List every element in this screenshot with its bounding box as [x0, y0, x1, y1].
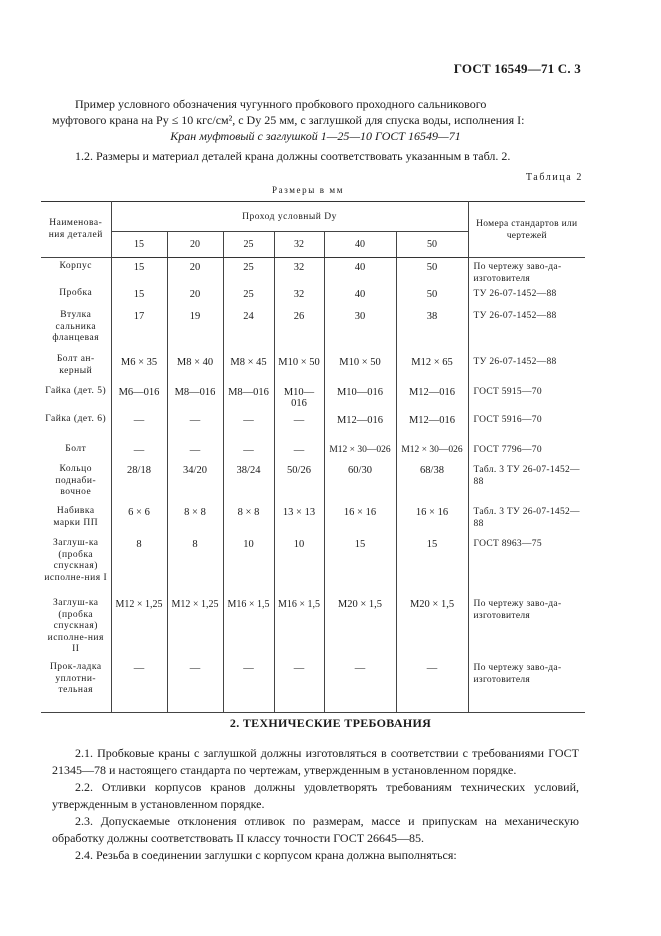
- cell-value: 8 × 8: [223, 503, 274, 535]
- cell-value: 17: [111, 307, 167, 346]
- table-caption: Таблица 2: [525, 172, 583, 183]
- cell-value: 6 × 6: [111, 503, 167, 535]
- standard-ref: ТУ 26-07-1452—88: [468, 307, 585, 346]
- clause-2-2: 2.2. Отливки корпусов кранов должны удовлетворять требованиям технических условий, утвержденным в установленном порядке.: [52, 780, 579, 811]
- table-row: [41, 535, 585, 595]
- cell-value: —: [111, 441, 167, 461]
- cell-value: —: [167, 411, 223, 441]
- cell-value: М12 × 1,25: [167, 595, 223, 659]
- part-name: Прок-ладка уплотни-тельная: [41, 659, 111, 712]
- cell-value: 20: [167, 258, 223, 286]
- standard-ref: Табл. 3 ТУ 26-07-1452—88: [468, 461, 585, 503]
- cell-value: 15: [324, 535, 396, 595]
- cell-value: 50/26: [274, 461, 324, 503]
- cell-value: М8 × 45: [223, 346, 274, 383]
- cell-value: М12—016: [324, 411, 396, 441]
- table-row: [41, 659, 585, 712]
- cell-value: М12 × 65: [396, 346, 468, 383]
- table-row: [41, 411, 585, 441]
- cell-value: 32: [274, 258, 324, 286]
- cell-value: 34/20: [167, 461, 223, 503]
- cell-value: 38: [396, 307, 468, 346]
- part-name: Болт: [41, 441, 111, 461]
- cell-value: 15: [111, 285, 167, 307]
- cell-value: —: [111, 411, 167, 441]
- cell-value: 8: [167, 535, 223, 595]
- part-name: Набивка марки ПП: [41, 503, 111, 535]
- cell-value: М10 × 50: [324, 346, 396, 383]
- cell-value: 16 × 16: [396, 503, 468, 535]
- cell-value: 16 × 16: [324, 503, 396, 535]
- table-row: [41, 307, 585, 346]
- header-diameter: 40: [324, 232, 396, 258]
- cell-value: М20 × 1,5: [324, 595, 396, 659]
- table-units: Размеры в мм: [272, 185, 345, 195]
- cell-value: М20 × 1,5: [396, 595, 468, 659]
- clause-2-4: 2.4. Резьба в соединении заглушки с корпусом крана должна выполняться:: [75, 848, 457, 862]
- cell-value: 50: [396, 285, 468, 307]
- cell-value: —: [223, 411, 274, 441]
- cell-value: 20: [167, 285, 223, 307]
- table-row: [41, 595, 585, 659]
- cell-value: 68/38: [396, 461, 468, 503]
- cell-value: —: [167, 659, 223, 712]
- cell-value: 8: [111, 535, 167, 595]
- cell-value: —: [324, 659, 396, 712]
- table-row: [41, 285, 585, 307]
- cell-value: 25: [223, 258, 274, 286]
- section-title: 2. ТЕХНИЧЕСКИЕ ТРЕБОВАНИЯ: [229, 716, 432, 730]
- table-row: [41, 441, 585, 461]
- header-diameter: 32: [274, 232, 324, 258]
- parts-table: [41, 201, 585, 713]
- designation-example: Кран муфтовый с заглушкой 1—25—10 ГОСТ 16549—71: [170, 129, 461, 143]
- cell-value: М16 × 1,5: [223, 595, 274, 659]
- cell-value: —: [274, 411, 324, 441]
- header-nominal-diameter: Проход условный Dу: [111, 202, 468, 232]
- cell-value: 40: [324, 258, 396, 286]
- cell-value: М8 × 40: [167, 346, 223, 383]
- cell-value: —: [223, 441, 274, 461]
- header-standards: Номера стандартов или чертежей: [468, 202, 585, 258]
- part-name: Заглуш-ка (пробка спускная) исполне-ния II: [41, 595, 111, 659]
- part-name: Втулка сальника фланцевая: [41, 307, 111, 346]
- cell-value: М6—016: [111, 383, 167, 411]
- cell-value: 10: [274, 535, 324, 595]
- table-row: [41, 346, 585, 383]
- header-part-name: Наименова-ния деталей: [41, 202, 111, 258]
- cell-value: М12—016: [396, 411, 468, 441]
- table-row: [41, 258, 585, 286]
- part-name: Кольцо поднаби-вочное: [41, 461, 111, 503]
- cell-value: —: [111, 659, 167, 712]
- part-name: Заглуш-ка (пробка спускная) исполне-ния I: [41, 535, 111, 595]
- cell-value: —: [167, 441, 223, 461]
- cell-value: 50: [396, 258, 468, 286]
- part-name: Болт ан-керный: [41, 346, 111, 383]
- header-diameter: 20: [167, 232, 223, 258]
- table-row: [41, 461, 585, 503]
- table-row: [41, 383, 585, 411]
- part-name: Корпус: [41, 258, 111, 286]
- cell-value: М12 × 30—026: [324, 441, 396, 461]
- header-diameter: 50: [396, 232, 468, 258]
- standard-ref: ГОСТ 5916—70: [468, 411, 585, 441]
- table-row: [41, 503, 585, 535]
- cell-value: М12 × 30—026: [396, 441, 468, 461]
- cell-value: 8 × 8: [167, 503, 223, 535]
- cell-value: 40: [324, 285, 396, 307]
- cell-value: 25: [223, 285, 274, 307]
- standard-ref: По чертежу заво-да-изготовителя: [468, 659, 585, 712]
- header-diameter: 15: [111, 232, 167, 258]
- cell-value: М12—016: [396, 383, 468, 411]
- part-name: Гайка (дет. 5): [41, 383, 111, 411]
- cell-value: М8—016: [167, 383, 223, 411]
- cell-value: М10 × 50: [274, 346, 324, 383]
- cell-value: —: [274, 659, 324, 712]
- standard-ref: По чертежу заво-да-изготовителя: [468, 258, 585, 286]
- cell-value: 19: [167, 307, 223, 346]
- standard-ref: ГОСТ 8963—75: [468, 535, 585, 595]
- page-header: ГОСТ 16549—71 С. 3: [453, 61, 581, 76]
- cell-value: —: [223, 659, 274, 712]
- cell-value: 15: [111, 258, 167, 286]
- standard-ref: ТУ 26-07-1452—88: [468, 285, 585, 307]
- cell-value: М16 × 1,5: [274, 595, 324, 659]
- cell-value: 32: [274, 285, 324, 307]
- cell-value: 28/18: [111, 461, 167, 503]
- cell-value: 13 × 13: [274, 503, 324, 535]
- cell-value: М10—016: [274, 383, 324, 411]
- standard-ref: ГОСТ 5915—70: [468, 383, 585, 411]
- cell-value: 38/24: [223, 461, 274, 503]
- header-diameter: 25: [223, 232, 274, 258]
- cell-value: 10: [223, 535, 274, 595]
- clause-1-2: 1.2. Размеры и материал деталей крана должны соответствовать указанным в табл. 2.: [75, 149, 511, 163]
- example-designation-line2: муфтового крана на Pу ≤ 10 кгс/см², с Dу 25 мм, с заглушкой для спуска воды, исполнения I:: [52, 113, 525, 127]
- clause-2-1: 2.1. Пробковые краны с заглушкой должны изготовляться в соответствии с требованиями ГОСТ 21345—78 и настоящего стандарта по чертежам, утвержденным в установленном порядке.: [52, 746, 579, 777]
- standard-ref: Табл. 3 ТУ 26-07-1452—88: [468, 503, 585, 535]
- cell-value: 60/30: [324, 461, 396, 503]
- cell-value: —: [396, 659, 468, 712]
- standard-ref: ТУ 26-07-1452—88: [468, 346, 585, 383]
- standard-ref: По чертежу заво-да-изготовителя: [468, 595, 585, 659]
- cell-value: 24: [223, 307, 274, 346]
- cell-value: М12 × 1,25: [111, 595, 167, 659]
- standard-ref: ГОСТ 7796—70: [468, 441, 585, 461]
- cell-value: 15: [396, 535, 468, 595]
- part-name: Пробка: [41, 285, 111, 307]
- cell-value: М6 × 35: [111, 346, 167, 383]
- cell-value: 30: [324, 307, 396, 346]
- example-designation-line1: Пример условного обозначения чугунного пробкового проходного сальникового: [75, 97, 487, 111]
- part-name: Гайка (дет. 6): [41, 411, 111, 441]
- cell-value: М10—016: [324, 383, 396, 411]
- cell-value: М8—016: [223, 383, 274, 411]
- clause-2-3: 2.3. Допускаемые отклонения отливок по размерам, массе и припускам на механическую обработку должны соответствовать II классу точности ГОСТ 26645—85.: [52, 814, 579, 845]
- cell-value: —: [274, 441, 324, 461]
- cell-value: 26: [274, 307, 324, 346]
